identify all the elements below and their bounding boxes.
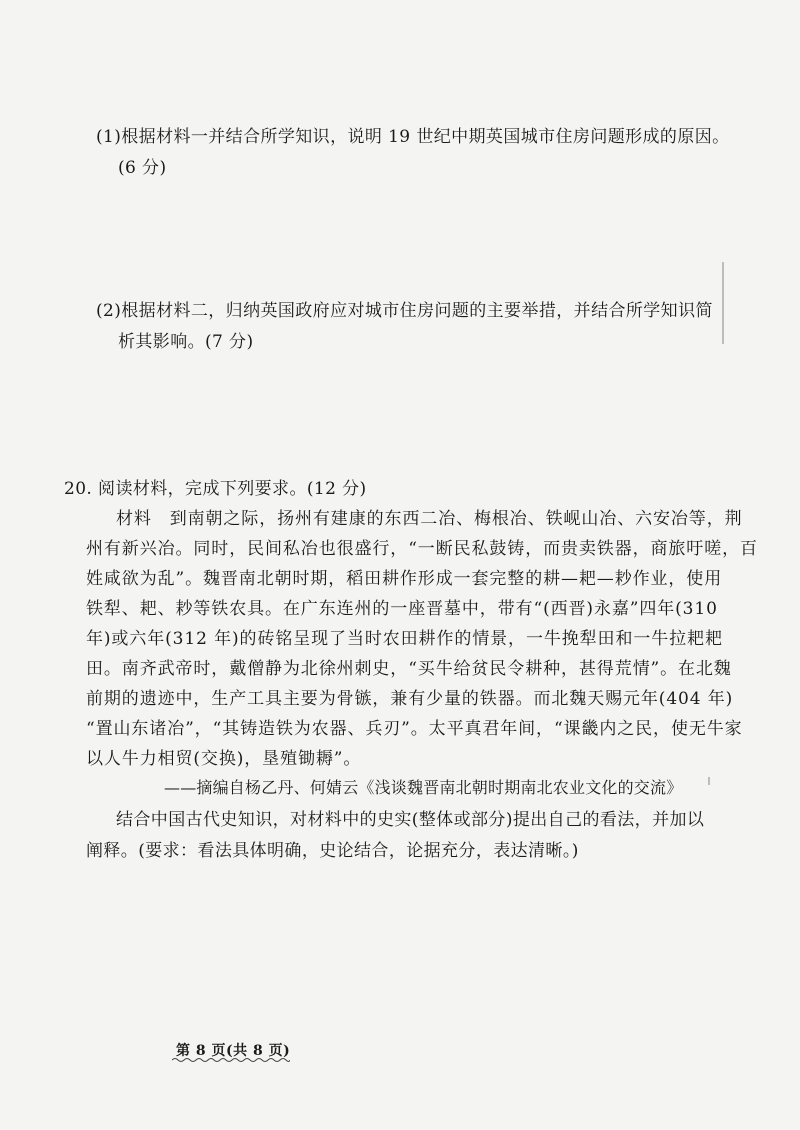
q20-task-line2: 阐释。(要求：看法具体明确，史论结合，论据充分，表达清晰。) <box>86 841 579 861</box>
q20-material-line: 姓咸欲为乱”。魏晋南北朝时期，稻田耕作形成一套完整的耕—耙—耖作业，使用 <box>86 569 723 589</box>
q20-material-line: 年)或六年(312 年)的砖铭呈现了当时农田耕作的情景，一牛挽犁田和一牛拉耙耙 <box>86 629 723 649</box>
q20-material-line: 材料 到南朝之际，扬州有建康的东西二冶、梅根冶、铁岘山冶、六安冶等，荆 <box>116 509 743 529</box>
q20-material-line: 州有新兴冶。同时，民间私冶也很盛行，“一断民私鼓铸，而贵卖铁器，商旅吁嗟，百 <box>86 539 758 559</box>
q20-source: ——摘编自杨乙丹、何婧云《浅谈魏晋南北朝时期南北农业文化的交流》 <box>164 778 683 797</box>
q20-material-line: 铁犁、耙、耖等铁农具。在广东连州的一座晋墓中，带有“(西晋)永嘉”四年(310 <box>86 599 718 619</box>
q19-part1-line1: (1)根据材料一并结合所学知识，说明 19 世纪中期英国城市住房问题形成的原因。 <box>96 127 730 147</box>
q20-material-line: 前期的遗迹中，生产工具主要为骨镞，兼有少量的铁器。而北魏天赐元年(404 年) <box>86 689 734 709</box>
scan-edge-mark <box>722 262 724 344</box>
q20-material-line: 以人牛力相贸(交换)，垦殖锄耨”。 <box>86 749 362 769</box>
q19-part1-line2: (6 分) <box>118 158 167 178</box>
q19-part2-line1: (2)根据材料二，归纳英国政府应对城市住房问题的主要举措，并结合所学知识简 <box>96 301 713 321</box>
q20-heading: 20. 阅读材料，完成下列要求。(12 分) <box>64 479 367 499</box>
q19-part2-line2: 析其影响。(7 分) <box>118 332 254 352</box>
q20-material-line: 田。南齐武帝时，戴僧静为北徐州刺史，“买牛给贫民令耕种，甚得荒情”。在北魏 <box>86 659 732 679</box>
page-number: 第 8 页(共 8 页) <box>176 1043 291 1059</box>
scan-edge-mark <box>708 777 710 785</box>
footer-wave-underline <box>172 1057 290 1063</box>
q20-material-line: “置山东诸冶”，“其铸造铁为农器、兵刃”。太平真君年间，“课畿内之民，使无牛家 <box>86 719 743 739</box>
q20-task-line1: 结合中国古代史知识，对材料中的史实(整体或部分)提出自己的看法，并加以 <box>116 810 705 830</box>
